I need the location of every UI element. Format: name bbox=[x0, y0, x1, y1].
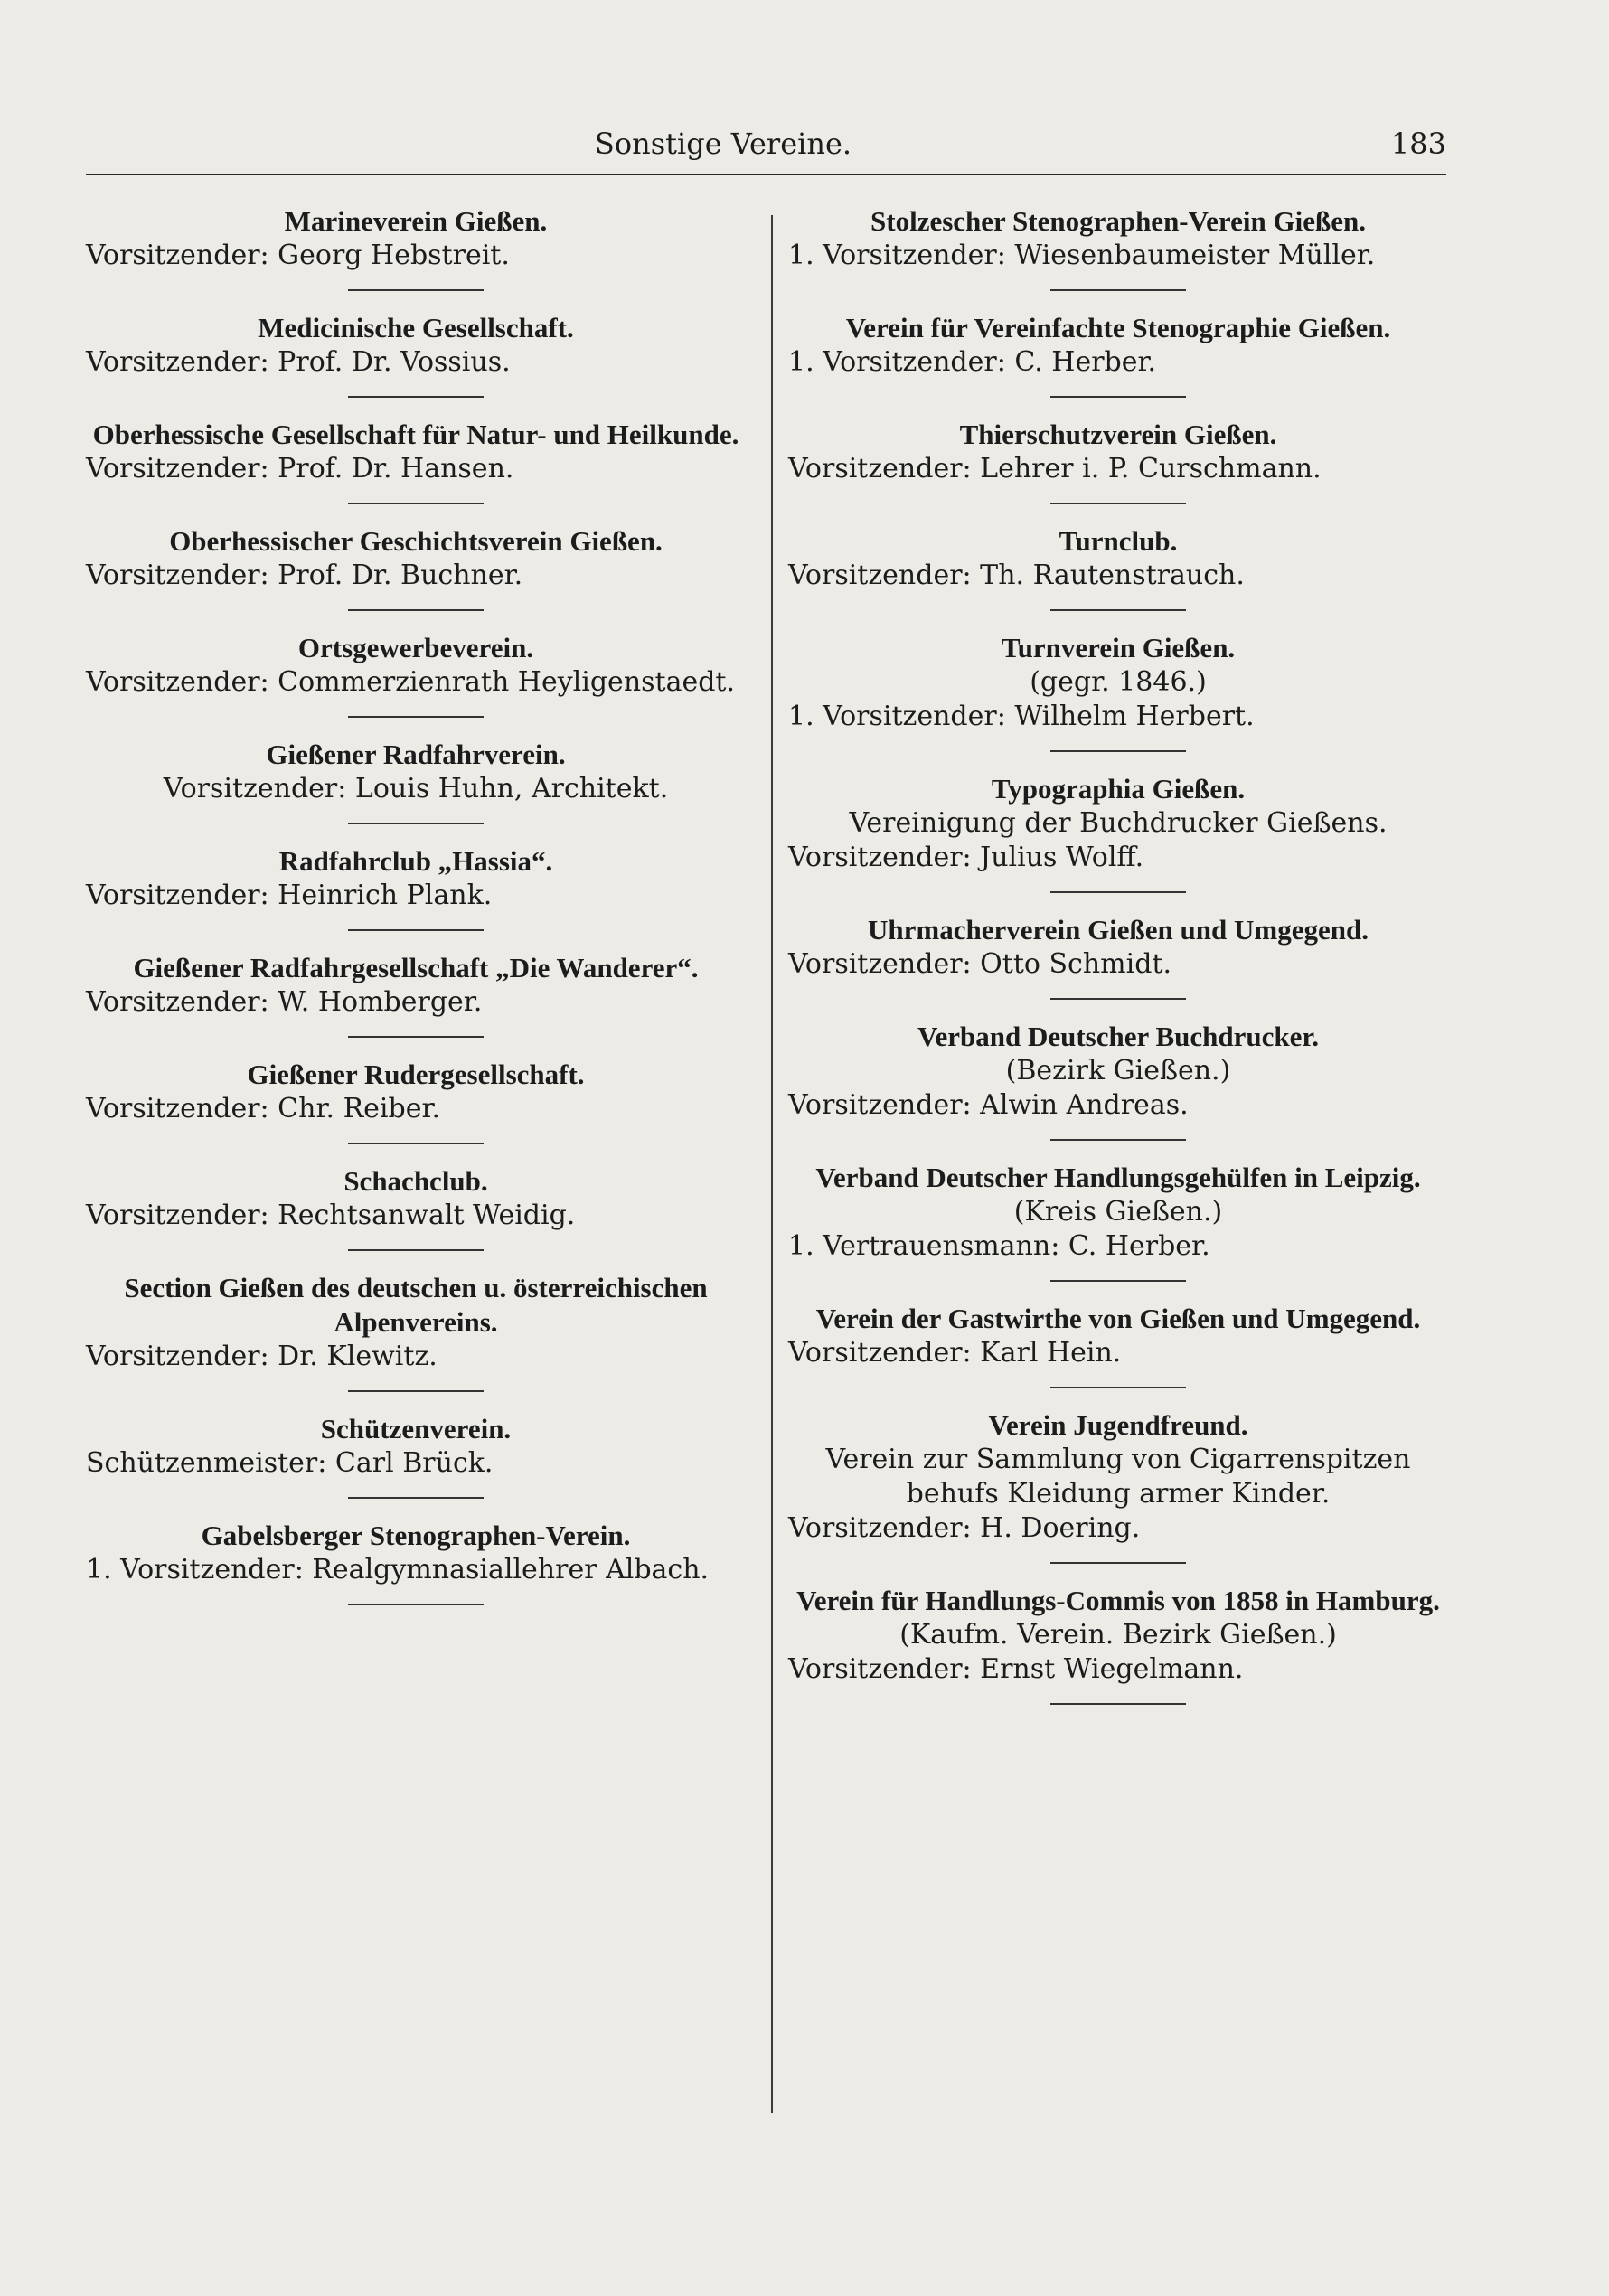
entry-divider bbox=[1050, 891, 1186, 893]
entry-divider bbox=[348, 503, 484, 504]
association-entry bbox=[788, 418, 1448, 504]
association-entry bbox=[788, 913, 1448, 1000]
entry-divider bbox=[1050, 289, 1186, 291]
association-officer: Vorsitzender: Chr. Reiber. bbox=[86, 1093, 441, 1124]
association-officer: Vorsitzender: Karl Hein. bbox=[788, 1337, 1122, 1369]
association-officer: 1. Vorsitzender: Wiesenbaumeister Müller. bbox=[788, 240, 1376, 271]
association-entry bbox=[788, 1020, 1448, 1141]
entry-divider bbox=[348, 929, 484, 931]
association-officer: Schützenmeister: Carl Brück. bbox=[86, 1447, 494, 1479]
association-subtitle: (Bezirk Gießen.) bbox=[1005, 1055, 1231, 1087]
association-name: Gabelsberger Stenographen-Verein. bbox=[201, 1520, 631, 1551]
association-officer: Vorsitzender: Ernst Wiegelmann. bbox=[788, 1653, 1244, 1685]
right-column bbox=[788, 204, 1448, 1725]
association-officer: Vorsitzender: Dr. Klewitz. bbox=[86, 1341, 438, 1372]
association-name: Verein der Gastwirthe von Gießen und Umgegend. bbox=[815, 1303, 1421, 1334]
association-entry bbox=[788, 631, 1448, 752]
page-number: 183 bbox=[1390, 127, 1446, 161]
association-officer: 1. Vorsitzender: C. Herber. bbox=[788, 346, 1157, 378]
association-entry bbox=[86, 631, 746, 718]
association-name: Medicinische Gesellschaft. bbox=[258, 312, 574, 343]
association-officer: Vorsitzender: Th. Rautenstrauch. bbox=[788, 560, 1245, 591]
association-officer: Vorsitzender: Georg Hebstreit. bbox=[86, 240, 510, 271]
association-name: Schachclub. bbox=[343, 1165, 488, 1197]
association-officer: Vorsitzender: Alwin Andreas. bbox=[788, 1089, 1189, 1121]
association-subtitle: (Kreis Gießen.) bbox=[1013, 1196, 1223, 1228]
association-officer: Vorsitzender: Commerzienrath Heyligenstaedt. bbox=[86, 666, 736, 698]
running-title: Sonstige Vereine. bbox=[594, 127, 852, 161]
association-entry bbox=[86, 951, 746, 1038]
entry-divider bbox=[1050, 609, 1186, 611]
entry-divider bbox=[348, 716, 484, 718]
association-entry bbox=[86, 1058, 746, 1144]
association-subtitle: (Kaufm. Verein. Bezirk Gießen.) bbox=[899, 1619, 1337, 1651]
association-entry bbox=[86, 1519, 746, 1605]
entry-divider bbox=[348, 1604, 484, 1605]
association-officer: 1. Vorsitzender: Wilhelm Herbert. bbox=[788, 701, 1255, 732]
entry-divider bbox=[1050, 998, 1186, 1000]
association-entry bbox=[788, 311, 1448, 398]
entry-divider bbox=[1050, 503, 1186, 504]
association-subtitle: (gegr. 1846.) bbox=[1030, 666, 1207, 698]
association-entry bbox=[86, 1412, 746, 1499]
entry-divider bbox=[1050, 1562, 1186, 1564]
entry-divider bbox=[348, 609, 484, 611]
entry-divider bbox=[348, 823, 484, 824]
association-officer: Vorsitzender: Julius Wolff. bbox=[788, 842, 1144, 873]
association-entry bbox=[788, 204, 1448, 291]
association-name: Verein für Handlungs-Commis von 1858 in Hamburg. bbox=[796, 1585, 1440, 1616]
association-officer: Vorsitzender: Heinrich Plank. bbox=[86, 880, 493, 911]
association-name: Gießener Rudergesellschaft. bbox=[247, 1059, 585, 1090]
association-name: Section Gießen des deutschen u. österreichischen Alpenvereins. bbox=[124, 1272, 708, 1338]
association-entry bbox=[788, 1161, 1448, 1282]
association-entry bbox=[86, 524, 746, 611]
entry-divider bbox=[348, 1497, 484, 1499]
association-name: Gießener Radfahrgesellschaft „Die Wanderer“. bbox=[133, 952, 699, 983]
left-column bbox=[86, 204, 746, 1625]
association-officer: Vorsitzender: W. Homberger. bbox=[86, 986, 483, 1018]
entry-divider bbox=[1050, 1387, 1186, 1388]
association-officer: Vorsitzender: Lehrer i. P. Curschmann. bbox=[788, 453, 1322, 485]
entry-divider bbox=[348, 1036, 484, 1038]
association-name: Turnclub. bbox=[1059, 525, 1178, 557]
association-name: Ortsgewerbeverein. bbox=[297, 632, 534, 663]
association-name: Stolzescher Stenographen-Verein Gießen. bbox=[870, 205, 1366, 237]
entry-divider bbox=[348, 1143, 484, 1144]
association-officer: Vorsitzender: Prof. Dr. Vossius. bbox=[86, 346, 511, 378]
association-officer: Vorsitzender: Prof. Dr. Buchner. bbox=[86, 560, 523, 591]
entry-divider bbox=[1050, 750, 1186, 752]
entry-divider bbox=[1050, 1703, 1186, 1705]
association-officer: Vorsitzender: H. Doering. bbox=[788, 1512, 1141, 1544]
association-name: Turnverein Gießen. bbox=[1001, 632, 1236, 663]
association-name: Verband Deutscher Handlungsgehülfen in Leipzig. bbox=[815, 1162, 1421, 1193]
association-officer: 1. Vertrauensmann: C. Herber. bbox=[788, 1230, 1210, 1262]
association-name: Oberhessische Gesellschaft für Natur- und Heilkunde. bbox=[92, 419, 739, 450]
entry-divider bbox=[1050, 1139, 1186, 1141]
association-entry bbox=[788, 524, 1448, 611]
association-entry bbox=[86, 1164, 746, 1251]
association-entry bbox=[788, 772, 1448, 893]
association-subtitle: Vereinigung der Buchdrucker Gießens. bbox=[849, 807, 1388, 839]
association-entry bbox=[788, 1408, 1448, 1564]
page-header bbox=[86, 119, 1446, 174]
entry-divider bbox=[348, 1390, 484, 1392]
entry-divider bbox=[348, 396, 484, 398]
association-entry bbox=[86, 204, 746, 291]
association-entry bbox=[788, 1302, 1448, 1388]
association-officer: Vorsitzender: Otto Schmidt. bbox=[788, 948, 1171, 980]
association-name: Verein Jugendfreund. bbox=[988, 1409, 1248, 1441]
association-name: Verein für Vereinfachte Stenographie Gießen. bbox=[845, 312, 1391, 343]
association-officer: 1. Vorsitzender: Realgymnasiallehrer Albach. bbox=[86, 1554, 710, 1586]
column-divider bbox=[771, 215, 773, 2113]
entry-divider bbox=[1050, 396, 1186, 398]
association-officer: Vorsitzender: Rechtsanwalt Weidig. bbox=[86, 1200, 576, 1231]
association-officer: Vorsitzender: Louis Huhn, Architekt. bbox=[163, 773, 669, 805]
association-name: Schützenverein. bbox=[320, 1413, 512, 1444]
entry-divider bbox=[348, 289, 484, 291]
association-entry bbox=[788, 1584, 1448, 1705]
entry-divider bbox=[348, 1249, 484, 1251]
association-name: Marineverein Gießen. bbox=[284, 205, 548, 237]
association-officer: Vorsitzender: Prof. Dr. Hansen. bbox=[86, 453, 514, 485]
association-name: Gießener Radfahrverein. bbox=[266, 739, 566, 770]
association-name: Typographia Gießen. bbox=[991, 773, 1246, 805]
association-subtitle: Verein zur Sammlung von Cigarrenspitzen behufs Kleidung armer Kinder. bbox=[825, 1444, 1411, 1510]
association-name: Oberhessischer Geschichtsverein Gießen. bbox=[169, 525, 663, 557]
association-name: Thierschutzverein Gießen. bbox=[959, 419, 1277, 450]
association-name: Uhrmacherverein Gießen und Umgegend. bbox=[868, 914, 1369, 946]
association-entry bbox=[86, 311, 746, 398]
association-entry bbox=[86, 844, 746, 931]
association-entry bbox=[86, 738, 746, 824]
header-rule bbox=[86, 174, 1446, 175]
association-entry bbox=[86, 418, 746, 504]
association-name: Verband Deutscher Buchdrucker. bbox=[917, 1021, 1320, 1052]
entry-divider bbox=[1050, 1280, 1186, 1282]
association-entry bbox=[86, 1271, 746, 1392]
association-name: Radfahrclub „Hassia“. bbox=[278, 845, 553, 877]
